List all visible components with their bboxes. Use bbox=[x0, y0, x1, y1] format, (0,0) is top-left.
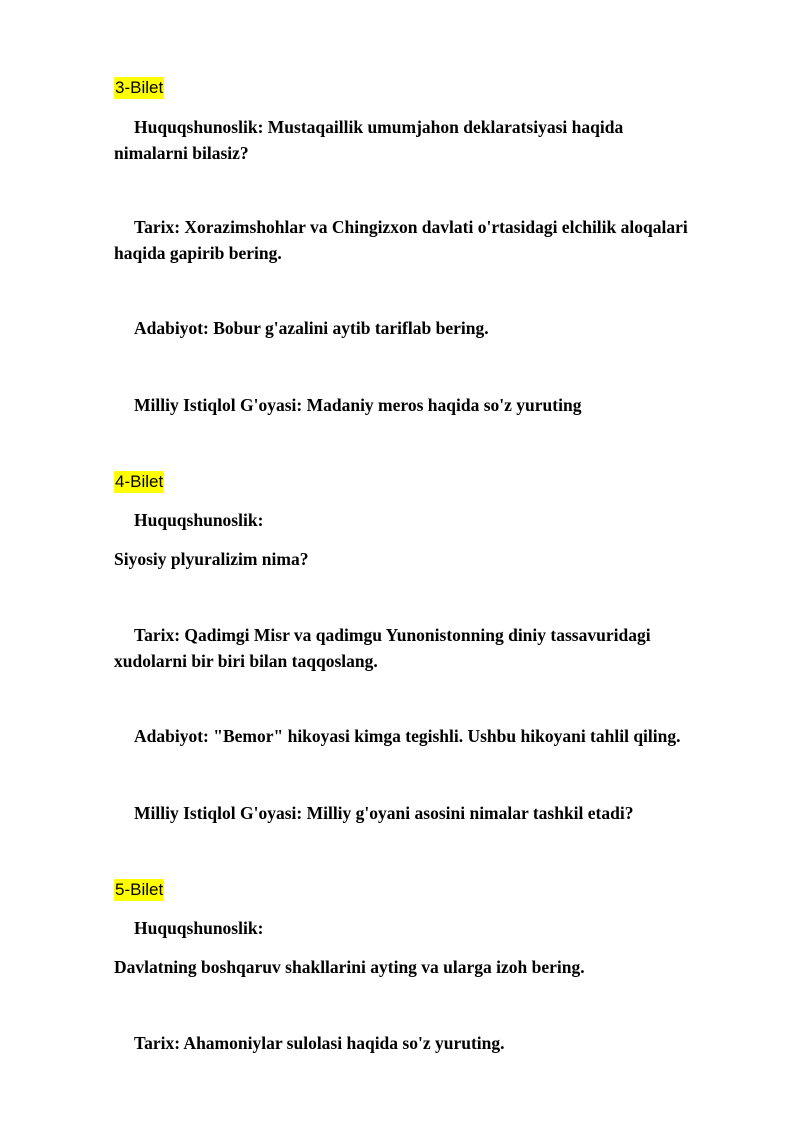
ticket-5-history-question: Tarix: Ahamoniylar sulolasi haqida so'z yuruting. bbox=[134, 1033, 505, 1053]
ticket-3-history-question: Tarix: Xorazimshohlar va Chingizxon davlati o'rtasidagi elchilik aloqalari haqida gapirib bering. bbox=[114, 217, 688, 263]
ticket-3-ideology-question: Milliy Istiqlol G'oyasi: Madaniy meros haqida so'z yuruting bbox=[134, 395, 582, 415]
ticket-3-law-question: Huquqshunoslik: Mustaqaillik umumjahon deklaratsiyasi haqida nimalarni bilasiz? bbox=[114, 117, 624, 163]
ticket-3-literature-question: Adabiyot: Bobur g'azalini aytib tariflab bering. bbox=[134, 318, 489, 338]
ticket-4-law-heading: Huquqshunoslik: bbox=[134, 510, 264, 530]
ticket-4-history-question: Tarix: Qadimgi Misr va qadimgu Yunonistonning diniy tassavuridagi xudolarni bir biri bilan taqqoslang. bbox=[114, 625, 651, 671]
ticket-5-law-heading: Huquqshunoslik: bbox=[134, 918, 264, 938]
ticket-4-law-question: Siyosiy plyuralizim nima? bbox=[114, 549, 309, 569]
ticket-label-3: 3-Bilet bbox=[115, 78, 164, 97]
ticket-label-4: 4-Bilet bbox=[115, 472, 164, 491]
ticket-5-law-question: Davlatning boshqaruv shakllarini ayting va ularga izoh bering. bbox=[114, 957, 585, 977]
ticket-4-literature-question: Adabiyot: "Bemor" hikoyasi kimga tegishli. Ushbu hikoyani tahlil qiling. bbox=[134, 726, 681, 746]
ticket-4-ideology-question: Milliy Istiqlol G'oyasi: Milliy g'oyani asosini nimalar tashkil etadi? bbox=[134, 803, 634, 823]
ticket-label-5: 5-Bilet bbox=[115, 880, 164, 899]
